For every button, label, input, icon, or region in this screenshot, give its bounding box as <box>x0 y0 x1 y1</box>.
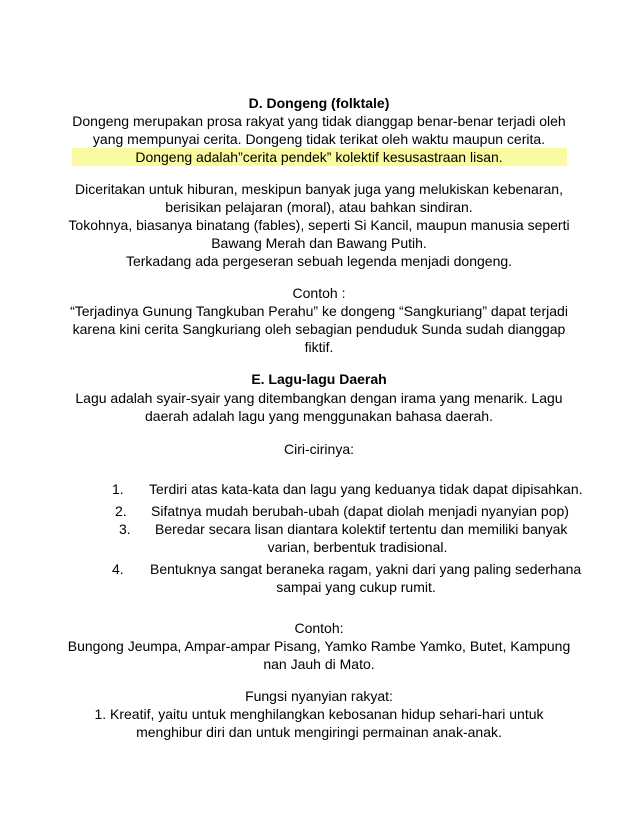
section-e-intro-line: daerah adalah lagu yang menggunakan bahasa daerah. <box>145 408 493 424</box>
list-item-text: Terdiri atas kata-kata dan lagu yang keduanya tidak dapat dipisahkan. <box>149 481 583 497</box>
section-e-functions-line: 1. Kreatif, yaitu untuk menghilangkan kebosanan hidup sehari-hari untuk <box>94 706 544 722</box>
list-item-text: Beredar secara lisan diantara kolektif tertentu dan memiliki banyak <box>155 521 568 537</box>
list-item-number: 3. <box>119 521 131 537</box>
section-d-example-line: fiktif. <box>304 339 334 355</box>
list-item-number: 1. <box>112 481 124 497</box>
section-e-traits-label: Ciri-cirinya: <box>284 441 354 457</box>
section-e-functions-label: Fungsi nyanyian rakyat: <box>245 688 393 704</box>
section-d-example-label: Contoh : <box>292 285 346 301</box>
section-d-text-line: berisikan pelajaran (moral), atau bahkan sindiran. <box>165 199 473 215</box>
section-d-text-line: yang mempunyai cerita. Dongeng tidak terikat oleh waktu maupun cerita. <box>92 131 546 147</box>
section-d-text-line: Dongeng merupakan prosa rakyat yang tidak dianggap benar-benar terjadi oleh <box>72 113 566 129</box>
section-d-text-line: Bawang Merah dan Bawang Putih. <box>211 235 427 251</box>
section-e-example-line: nan Jauh di Mato. <box>263 656 375 672</box>
section-e-example-label: Contoh: <box>294 620 344 636</box>
section-d-text-line: Diceritakan untuk hiburan, meskipun banyak juga yang melukiskan kebenaran, <box>75 181 563 197</box>
section-e-intro-line: Lagu adalah syair-syair yang ditembangkan dengan irama yang menarik. Lagu <box>75 390 563 406</box>
section-d-example-line: “Terjadinya Gunung Tangkuban Perahu” ke dongeng “Sangkuriang” dapat terjadi <box>70 303 568 319</box>
section-d-title: D. Dongeng (folktale) <box>248 95 390 111</box>
section-e-title: E. Lagu-lagu Daerah <box>251 371 387 387</box>
list-item-number: 2. <box>115 503 127 519</box>
section-d-text-line: Terkadang ada pergeseran sebuah legenda menjadi dongeng. <box>125 253 513 269</box>
list-item-number: 4. <box>112 561 124 577</box>
list-item-text-continued: sampai yang cukup rumit. <box>276 579 436 595</box>
list-item-text: Sifatnya mudah berubah-ubah (dapat diolah menjadi nyanyian pop) <box>151 503 569 519</box>
section-e-functions-line: menghibur diri dan untuk mengiringi permainan anak-anak. <box>136 724 502 740</box>
list-item-text: Bentuknya sangat beraneka ragam, yakni dari yang paling sederhana <box>150 561 582 577</box>
section-e-example-line: Bungong Jeumpa, Ampar-ampar Pisang, Yamko Rambe Yamko, Butet, Kampung <box>67 638 571 654</box>
section-d-text-line: Tokohnya, biasanya binatang (fables), seperti Si Kancil, maupun manusia seperti <box>68 217 570 233</box>
section-d-highlighted-line: Dongeng adalah”cerita pendek” kolektif kesusastraan lisan. <box>135 149 503 165</box>
section-d-example-line: karena kini cerita Sangkuriang oleh sebagian penduduk Sunda sudah dianggap <box>72 321 566 337</box>
list-item-text-continued: varian, berbentuk tradisional. <box>267 539 448 555</box>
